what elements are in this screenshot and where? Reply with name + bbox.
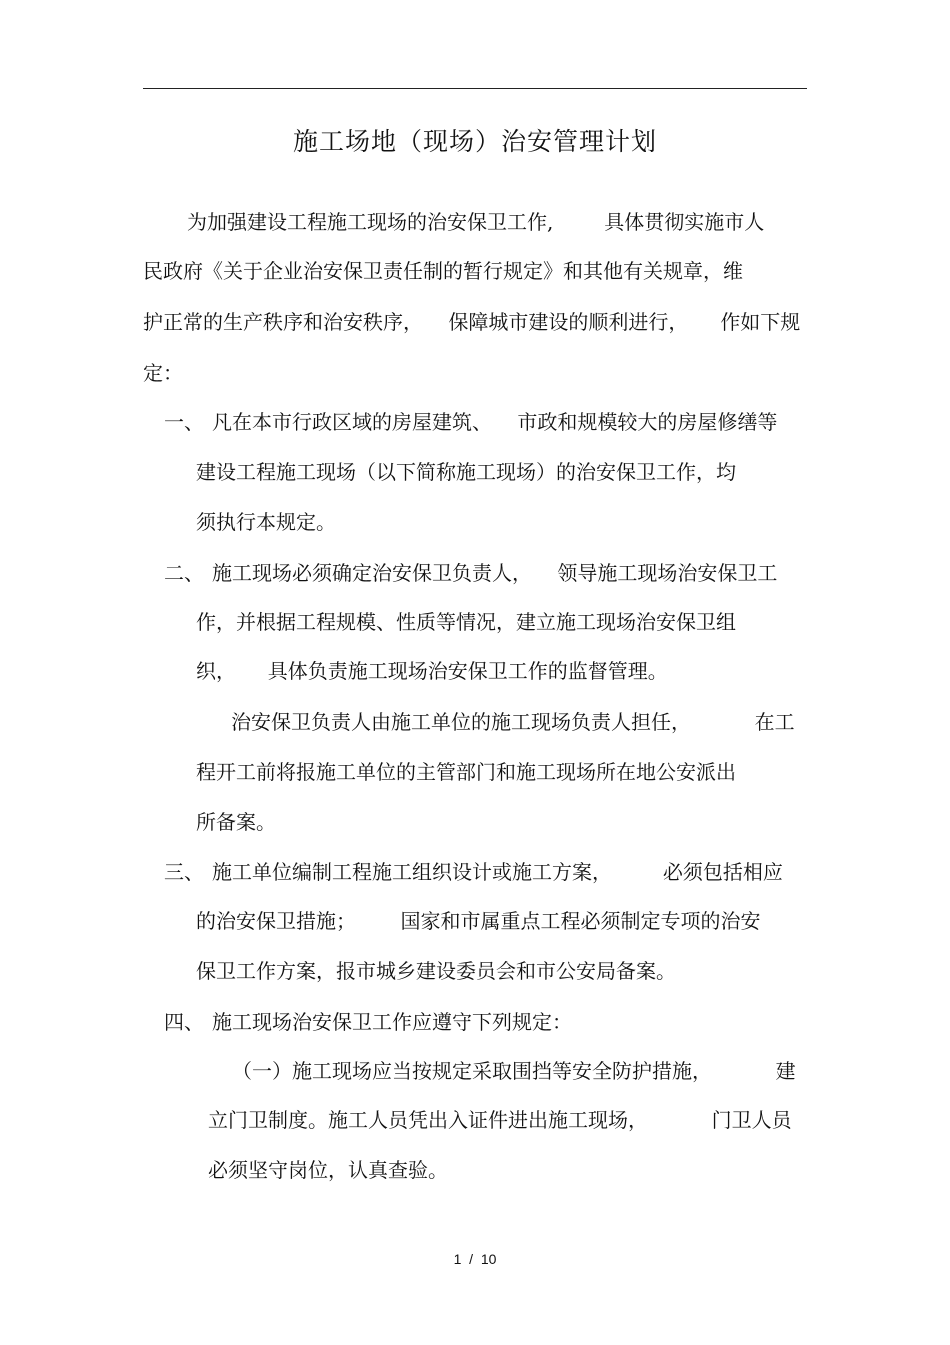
item-3-line-2: 的治安保卫措施； 国家和市属重点工程必须制定专项的治安 bbox=[196, 909, 761, 933]
intro-line-4: 定： bbox=[143, 361, 183, 385]
item-3-line-3: 保卫工作方案，报市城乡建设委员会和市公安局备案。 bbox=[196, 959, 676, 983]
item-3-number: 三、 bbox=[164, 860, 204, 884]
item-2-number: 二、 bbox=[164, 561, 204, 585]
document-title: 施工场地（现场）治安管理计划 bbox=[292, 127, 657, 156]
item-4-sub-line-3: 必须坚守岗位，认真查验。 bbox=[208, 1158, 448, 1182]
item-1-line-1: 凡在本市行政区域的房屋建筑、 市政和规模较大的房屋修缮等 bbox=[212, 410, 778, 434]
item-4-sub-line-1: （一）施工现场应当按规定采取围挡等安全防护措施， 建 bbox=[232, 1059, 796, 1083]
item-2-sub-line-3: 所备案。 bbox=[196, 810, 276, 834]
item-2-sub-line-1: 治安保卫负责人由施工单位的施工现场负责人担任， 在工 bbox=[231, 710, 795, 734]
item-1-line-2: 建设工程施工现场（以下简称施工现场）的治安保卫工作，均 bbox=[196, 460, 736, 484]
intro-line-3: 护正常的生产秩序和治安秩序， 保障城市建设的顺利进行， 作如下规 bbox=[143, 310, 801, 334]
item-2-line-2: 作，并根据工程规模、性质等情况，建立施工现场治安保卫组 bbox=[196, 610, 736, 634]
item-2-sub-line-2: 程开工前将报施工单位的主管部门和施工现场所在地公安派出 bbox=[196, 760, 736, 784]
item-4-sub-line-2: 立门卫制度。施工人员凭出入证件进出施工现场， 门卫人员 bbox=[208, 1108, 792, 1132]
page-indicator: 1 / 10 bbox=[453, 1251, 497, 1267]
intro-line-2: 民政府《关于企业治安保卫责任制的暂行规定》和其他有关规章，维 bbox=[143, 259, 743, 283]
item-4-line-1: 施工现场治安保卫工作应遵守下列规定： bbox=[212, 1010, 572, 1034]
item-1-number: 一、 bbox=[164, 410, 204, 434]
intro-line-1: 为加强建设工程施工现场的治安保卫工作, 具体贯彻实施市人 bbox=[187, 210, 765, 234]
item-3-line-1: 施工单位编制工程施工组织设计或施工方案， 必须包括相应 bbox=[212, 860, 783, 884]
item-4-number: 四、 bbox=[164, 1010, 204, 1034]
item-2-line-3: 织， 具体负责施工现场治安保卫工作的监督管理。 bbox=[196, 659, 668, 683]
item-1-line-3: 须执行本规定。 bbox=[196, 510, 336, 534]
item-2-line-1: 施工现场必须确定治安保卫负责人， 领导施工现场治安保卫工 bbox=[212, 561, 778, 585]
header-rule bbox=[143, 88, 807, 89]
